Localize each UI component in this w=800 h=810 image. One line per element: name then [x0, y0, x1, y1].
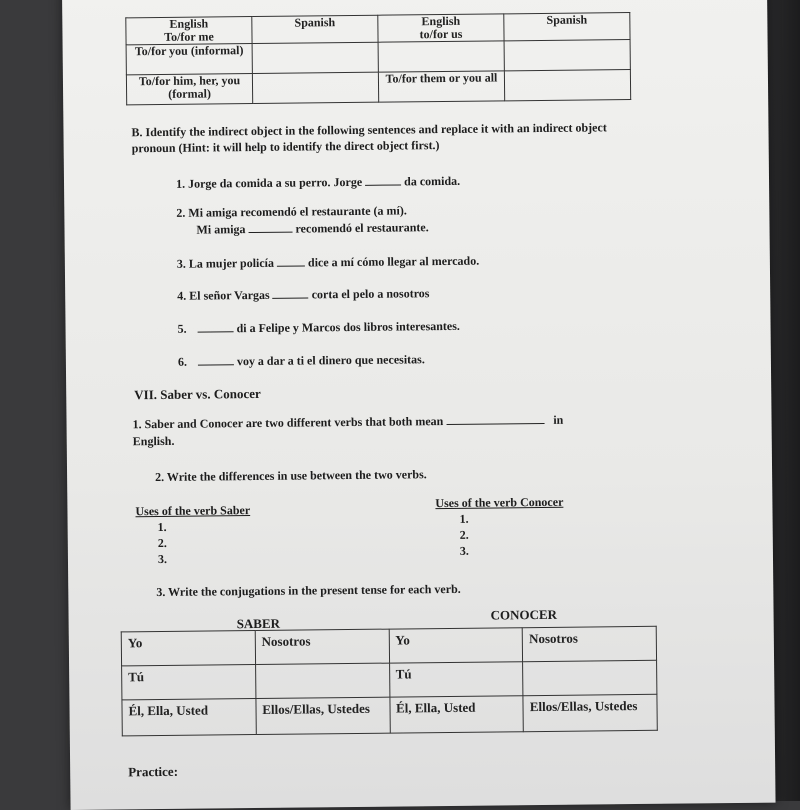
- question-text: in: [553, 412, 564, 427]
- uses-conocer-list: [435, 494, 564, 559]
- list-item: 3.: [157, 551, 168, 567]
- pronoun-table: [125, 12, 631, 105]
- header-spanish: Spanish: [252, 15, 378, 43]
- answer-blank[interactable]: [273, 285, 309, 298]
- answer-blank[interactable]: [197, 319, 233, 332]
- exercise-item-1: [176, 172, 460, 192]
- item-text: dice a mí cómo llegar al mercado.: [307, 253, 480, 270]
- list-item: 3.: [459, 543, 469, 558]
- table-cell-blank[interactable]: [504, 40, 630, 71]
- conocer-label: CONOCER: [490, 606, 558, 623]
- header-spanish-2: Spanish: [504, 13, 630, 41]
- table-cell: Yo: [121, 631, 255, 666]
- table-cell-blank[interactable]: [523, 660, 657, 695]
- table-cell-blank[interactable]: [252, 72, 378, 103]
- item-text: voy a dar a ti el dinero que necesitas.: [236, 352, 425, 369]
- exercise-item-2: [176, 202, 429, 238]
- table-cell-blank[interactable]: [378, 41, 504, 72]
- table-cell: To/for me: [164, 29, 214, 44]
- item-text: Mi amiga: [196, 222, 246, 237]
- item-text: Mi amiga recomendó el restaurante (a mí).: [188, 203, 407, 220]
- uses-saber-list: [135, 502, 250, 567]
- table-cell-blank[interactable]: [255, 663, 389, 698]
- item-text: El señor Vargas: [189, 287, 270, 303]
- answer-blank[interactable]: [248, 220, 292, 233]
- item-text: recomendó el restaurante.: [295, 220, 429, 236]
- item-number: 4.: [177, 288, 187, 303]
- item-text: da comida.: [404, 173, 461, 189]
- table-cell: To/for him, her, you (formal): [126, 74, 252, 105]
- table-cell: Nosotros: [255, 629, 389, 664]
- table-cell: Tú: [122, 665, 256, 700]
- question-text: English.: [132, 433, 175, 449]
- table-cell-blank[interactable]: [504, 70, 630, 101]
- saber-label: SABER: [236, 615, 281, 632]
- table-cell-blank[interactable]: [252, 42, 378, 73]
- table-row: [126, 70, 630, 105]
- question-text: 1. Saber and Conocer are two different verbs that both mean: [132, 414, 444, 432]
- item-text: Jorge da comida a su perro. Jorge: [187, 174, 363, 191]
- item-text: La mujer policía: [188, 255, 275, 271]
- table-cell: To/for them or you all: [378, 71, 504, 102]
- table-cell: Tú: [389, 662, 523, 697]
- header-english: [126, 17, 252, 45]
- answer-blank[interactable]: [277, 253, 305, 266]
- item-text: corta el pelo a nosotros: [311, 286, 430, 302]
- table-cell: To/for you (informal): [126, 44, 252, 75]
- answer-blank[interactable]: [446, 411, 544, 425]
- list-item: 1.: [157, 519, 167, 535]
- item-number: 6.: [177, 354, 187, 369]
- item-number: 3.: [176, 256, 186, 271]
- exercise-item-5: [177, 317, 460, 337]
- header-label: English: [169, 16, 209, 31]
- header-label: English: [421, 13, 461, 29]
- table-cell: Yo: [389, 628, 523, 663]
- worksheet-page: [62, 0, 776, 810]
- table-cell: Ellos/Ellas, Ustedes: [523, 694, 657, 731]
- answer-blank[interactable]: [365, 172, 401, 185]
- section-vii-heading: VII. Saber vs. Conocer: [134, 385, 261, 403]
- conjugation-table: [121, 626, 658, 737]
- table-cell: Él, Ella, Usted: [389, 696, 523, 733]
- list-item: 1.: [459, 511, 469, 526]
- list-item: 2.: [459, 527, 469, 542]
- question-3: 3. Write the conjugations in the present tense for each verb.: [156, 581, 461, 600]
- table-cell: Él, Ella, Usted: [122, 699, 256, 736]
- table-cell: Nosotros: [522, 626, 656, 661]
- question-2: 2. Write the differences in use between the two verbs.: [155, 467, 427, 485]
- question-1: [132, 410, 652, 450]
- exercise-item-6: [178, 350, 425, 370]
- header-english-2: [378, 14, 504, 42]
- answer-blank[interactable]: [198, 352, 234, 365]
- practice-label: Practice:: [128, 763, 179, 780]
- section-b-instructions: B. Identify the indirect object in the following sentences and replace it with an indirect object pronoun (Hint: it will help to identify the direct object first.): [131, 120, 607, 156]
- item-number: 1.: [175, 176, 186, 191]
- table-cell: to/for us: [419, 26, 463, 42]
- item-number: 5.: [177, 321, 187, 336]
- table-row: [122, 694, 657, 736]
- table-cell: Ellos/Ellas, Ustedes: [256, 697, 390, 734]
- table-row: [121, 626, 656, 666]
- exercise-item-4: [177, 284, 429, 304]
- item-number: 2.: [176, 205, 186, 220]
- table-row: [122, 660, 657, 700]
- exercise-item-3: [177, 252, 479, 272]
- uses-conocer-title: Uses of the verb Conocer: [435, 494, 564, 511]
- uses-saber-title: Uses of the verb Saber: [135, 503, 251, 519]
- item-text: di a Felipe y Marcos dos libros interesantes.: [236, 318, 460, 336]
- list-item: 2.: [157, 535, 167, 551]
